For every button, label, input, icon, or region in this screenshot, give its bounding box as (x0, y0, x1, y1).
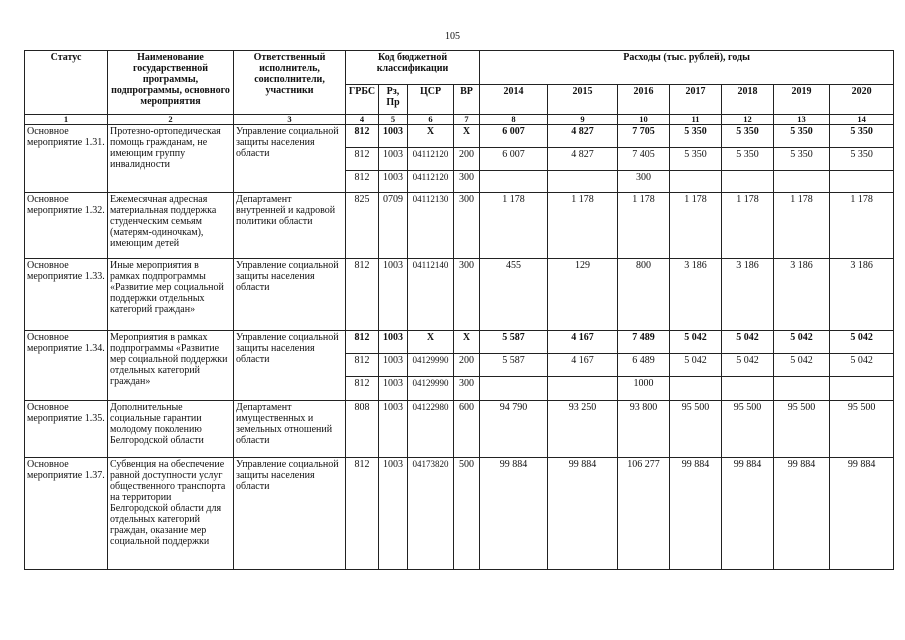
cell-expense: 94 790 (480, 401, 548, 458)
cell-expense: 95 500 (670, 401, 722, 458)
row-executor: Департамент имущественных и земельных отношений области (234, 401, 346, 458)
cell-expense (774, 377, 830, 401)
column-number: 12 (722, 115, 774, 125)
cell-csr: 04173820 (408, 458, 454, 570)
cell-expense: 1 178 (830, 193, 894, 259)
column-number: 3 (234, 115, 346, 125)
cell-expense: 6 489 (618, 354, 670, 377)
cell-expense (548, 377, 618, 401)
cell-expense (548, 171, 618, 193)
header-year: 2015 (548, 85, 618, 115)
cell-expense: 106 277 (618, 458, 670, 570)
cell-vr: 200 (454, 354, 480, 377)
table-row (25, 193, 894, 259)
header-year: 2014 (480, 85, 548, 115)
cell-vr: 300 (454, 193, 480, 259)
row-name: Протезно-ортопедическая помощь гражданам, не имеющим группу инвалидности (108, 125, 234, 193)
cell-expense: 5 350 (830, 148, 894, 171)
cell-rzpr: 1003 (379, 401, 408, 458)
cell-expense: 1000 (618, 377, 670, 401)
column-number: 11 (670, 115, 722, 125)
cell-vr: 500 (454, 458, 480, 570)
cell-expense: 5 587 (480, 331, 548, 354)
row-executor: Управление социальной защиты населения области (234, 458, 346, 570)
cell-expense: 4 827 (548, 125, 618, 148)
row-status: Основное мероприятие 1.37. (25, 458, 108, 570)
cell-expense: 5 350 (774, 125, 830, 148)
cell-grbs: 825 (346, 193, 379, 259)
cell-rzpr: 1003 (379, 331, 408, 354)
cell-expense: 5 350 (830, 125, 894, 148)
column-number: 5 (379, 115, 408, 125)
cell-expense (774, 171, 830, 193)
header-status: Статус (25, 51, 108, 115)
cell-grbs: 812 (346, 377, 379, 401)
cell-expense: 5 587 (480, 354, 548, 377)
cell-expense (670, 377, 722, 401)
header-budget-code: Код бюджетной классификации (346, 51, 480, 85)
cell-grbs: 812 (346, 331, 379, 354)
cell-grbs: 812 (346, 148, 379, 171)
header-grbs: ГРБС (346, 85, 379, 115)
row-status: Основное мероприятие 1.32. (25, 193, 108, 259)
cell-expense: 6 007 (480, 148, 548, 171)
cell-expense: 5 042 (670, 354, 722, 377)
header-year: 2019 (774, 85, 830, 115)
cell-grbs: 812 (346, 171, 379, 193)
row-executor: Управление социальной защиты населения области (234, 125, 346, 193)
cell-rzpr: 1003 (379, 171, 408, 193)
column-number: 10 (618, 115, 670, 125)
cell-expense: 1 178 (618, 193, 670, 259)
row-name: Дополнительные социальные гарантии молодому поколению Белгородской области (108, 401, 234, 458)
cell-csr: 04112120 (408, 148, 454, 171)
row-status: Основное мероприятие 1.34. (25, 331, 108, 401)
cell-vr: X (454, 331, 480, 354)
row-executor: Департамент внутренней и кадровой политики области (234, 193, 346, 259)
table-row (25, 458, 894, 570)
budget-table (24, 50, 894, 570)
cell-expense: 6 007 (480, 125, 548, 148)
cell-csr: 04122980 (408, 401, 454, 458)
column-number: 8 (480, 115, 548, 125)
table-row (25, 125, 894, 148)
cell-csr: 04112120 (408, 171, 454, 193)
cell-expense: 5 042 (774, 331, 830, 354)
cell-expense (480, 171, 548, 193)
cell-csr: 04112140 (408, 259, 454, 331)
cell-rzpr: 1003 (379, 125, 408, 148)
cell-expense: 455 (480, 259, 548, 331)
header-year: 2020 (830, 85, 894, 115)
header-csr: ЦСР (408, 85, 454, 115)
cell-grbs: 812 (346, 125, 379, 148)
cell-expense (830, 377, 894, 401)
cell-expense: 1 178 (670, 193, 722, 259)
cell-expense: 7 405 (618, 148, 670, 171)
cell-expense: 5 350 (722, 125, 774, 148)
cell-expense: 5 350 (670, 148, 722, 171)
cell-csr: 04129990 (408, 354, 454, 377)
cell-expense: 1 178 (548, 193, 618, 259)
cell-expense: 4 827 (548, 148, 618, 171)
column-number: 13 (774, 115, 830, 125)
row-executor: Управление социальной защиты населения области (234, 259, 346, 331)
cell-vr: 300 (454, 259, 480, 331)
cell-expense: 1 178 (722, 193, 774, 259)
cell-expense (480, 377, 548, 401)
cell-expense: 3 186 (774, 259, 830, 331)
row-status: Основное мероприятие 1.33. (25, 259, 108, 331)
cell-expense: 99 884 (548, 458, 618, 570)
column-number: 4 (346, 115, 379, 125)
cell-grbs: 808 (346, 401, 379, 458)
cell-expense: 5 350 (722, 148, 774, 171)
row-name: Мероприятия в рамках подпрограммы «Развитие мер социальной поддержки отдельных категорий граждан» (108, 331, 234, 401)
row-name: Иные мероприятия в рамках подпрограммы «Развитие мер социальной поддержки отдельных категорий граждан» (108, 259, 234, 331)
table-body (25, 125, 894, 570)
cell-rzpr: 1003 (379, 354, 408, 377)
cell-expense (830, 171, 894, 193)
cell-expense: 7 705 (618, 125, 670, 148)
table-row (25, 331, 894, 354)
cell-expense: 129 (548, 259, 618, 331)
cell-expense: 5 350 (774, 148, 830, 171)
cell-expense: 4 167 (548, 354, 618, 377)
cell-vr: 300 (454, 377, 480, 401)
row-status: Основное мероприятие 1.35. (25, 401, 108, 458)
cell-rzpr: 0709 (379, 193, 408, 259)
cell-csr: X (408, 331, 454, 354)
cell-expense: 3 186 (830, 259, 894, 331)
cell-expense: 800 (618, 259, 670, 331)
table-row (25, 259, 894, 331)
cell-expense: 99 884 (480, 458, 548, 570)
cell-vr: 600 (454, 401, 480, 458)
cell-expense: 5 042 (830, 354, 894, 377)
cell-csr: 04112130 (408, 193, 454, 259)
header-expenses: Расходы (тыс. рублей), годы (480, 51, 894, 85)
cell-rzpr: 1003 (379, 458, 408, 570)
cell-expense: 5 350 (670, 125, 722, 148)
cell-expense: 99 884 (774, 458, 830, 570)
column-number: 1 (25, 115, 108, 125)
column-number: 14 (830, 115, 894, 125)
cell-expense: 95 500 (774, 401, 830, 458)
cell-csr: X (408, 125, 454, 148)
cell-expense: 5 042 (830, 331, 894, 354)
row-name: Субвенция на обеспечение равной доступности услуг общественного транспорта на территории Белгородской области для отдельных категорий граждан, оказание мер социальной поддержки (108, 458, 234, 570)
cell-vr: X (454, 125, 480, 148)
column-number-row (25, 115, 894, 125)
header-year: 2017 (670, 85, 722, 115)
header-executor: Ответственный исполнитель, соисполнители, участники (234, 51, 346, 115)
cell-expense (722, 377, 774, 401)
cell-expense: 95 500 (722, 401, 774, 458)
cell-expense: 93 250 (548, 401, 618, 458)
cell-grbs: 812 (346, 259, 379, 331)
cell-expense: 99 884 (722, 458, 774, 570)
header-year: 2016 (618, 85, 670, 115)
column-number: 6 (408, 115, 454, 125)
cell-expense: 95 500 (830, 401, 894, 458)
header-rzpr: Рз, Пр (379, 85, 408, 115)
table-row (25, 401, 894, 458)
cell-rzpr: 1003 (379, 259, 408, 331)
cell-vr: 200 (454, 148, 480, 171)
cell-expense: 300 (618, 171, 670, 193)
cell-grbs: 812 (346, 354, 379, 377)
cell-rzpr: 1003 (379, 377, 408, 401)
cell-expense: 3 186 (670, 259, 722, 331)
row-name: Ежемесячная адресная материальная поддержка студенческим семьям (матерям-одиночкам), имеющим детей (108, 193, 234, 259)
cell-expense: 4 167 (548, 331, 618, 354)
cell-expense: 7 489 (618, 331, 670, 354)
cell-grbs: 812 (346, 458, 379, 570)
cell-expense: 3 186 (722, 259, 774, 331)
cell-expense (670, 171, 722, 193)
cell-expense: 99 884 (830, 458, 894, 570)
header-name: Наименование государственной программы, подпрограммы, основного мероприятия (108, 51, 234, 115)
page-number: 105 (445, 31, 460, 42)
cell-expense: 99 884 (670, 458, 722, 570)
cell-expense: 93 800 (618, 401, 670, 458)
cell-rzpr: 1003 (379, 148, 408, 171)
row-executor: Управление социальной защиты населения области (234, 331, 346, 401)
cell-expense: 1 178 (774, 193, 830, 259)
cell-vr: 300 (454, 171, 480, 193)
cell-expense: 1 178 (480, 193, 548, 259)
cell-expense (722, 171, 774, 193)
header-vr: ВР (454, 85, 480, 115)
column-number: 2 (108, 115, 234, 125)
header-year: 2018 (722, 85, 774, 115)
cell-expense: 5 042 (774, 354, 830, 377)
cell-expense: 5 042 (722, 354, 774, 377)
cell-expense: 5 042 (722, 331, 774, 354)
cell-csr: 04129990 (408, 377, 454, 401)
column-number: 9 (548, 115, 618, 125)
column-number: 7 (454, 115, 480, 125)
row-status: Основное мероприятие 1.31. (25, 125, 108, 193)
cell-expense: 5 042 (670, 331, 722, 354)
